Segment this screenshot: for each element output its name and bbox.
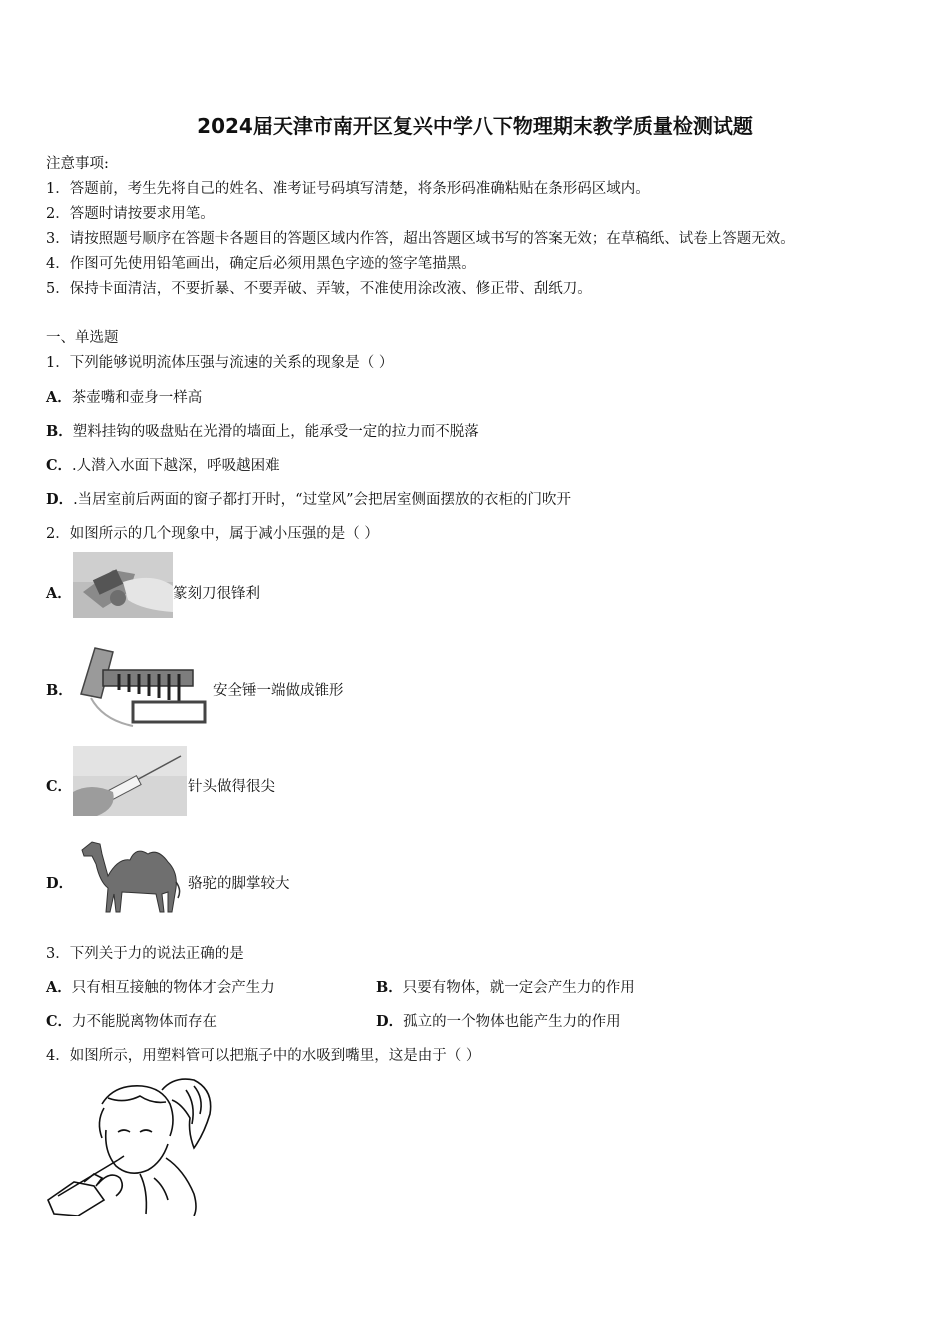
option-text: 茶壶嘴和壶身一样高 xyxy=(71,390,203,406)
q3-option-c xyxy=(46,1010,217,1031)
camel-photo xyxy=(78,832,188,916)
option-text: .当居室前后两面的窗子都打开时，“过堂风”会把居室侧面摆放的衣柜的门吹开 xyxy=(73,492,572,508)
girl-drinking-straw-illustration xyxy=(44,1074,220,1216)
question-2-stem: 2．如图所示的几个现象中，属于减小压强的是（ ） xyxy=(46,526,379,542)
notice-heading: 注意事项: xyxy=(46,156,109,172)
option-text: 力不能脱离物体而存在 xyxy=(72,1014,218,1030)
option-letter: D． xyxy=(376,1013,404,1030)
q1-option-b xyxy=(46,420,479,441)
notice-item: 1．答题前，考生先将自己的姓名、准考证号码填写清楚，将条形码准确粘贴在条形码区域内。 xyxy=(46,181,650,197)
q3-option-d xyxy=(376,1010,621,1031)
option-letter: A． xyxy=(46,389,72,406)
option-letter: A． xyxy=(46,585,72,602)
option-letter: C． xyxy=(46,778,73,795)
option-letter: B． xyxy=(46,423,73,440)
option-text: 孤立的一个物体也能产生力的作用 xyxy=(403,1014,621,1030)
q1-option-d xyxy=(46,488,571,509)
q3-option-a xyxy=(46,976,275,997)
question-3-stem: 3．下列关于力的说法正确的是 xyxy=(46,946,244,962)
option-letter: D． xyxy=(46,491,74,508)
option-text: 只要有物体，就一定会产生力的作用 xyxy=(402,980,635,996)
option-text: 只有相互接触的物体才会产生力 xyxy=(71,980,275,996)
question-4-stem: 4．如图所示，用塑料管可以把瓶子中的水吸到嘴里，这是由于（ ） xyxy=(46,1048,481,1064)
notice-item: 3．请按照题号顺序在答题卡各题目的答题区域内作答，超出答题区域书写的答案无效；在草稿纸、试卷上答题无效。 xyxy=(46,231,795,247)
option-text: 篆刻刀很锋利 xyxy=(173,586,260,602)
safety-hammer-photo xyxy=(73,642,213,732)
page-title: 2024届天津市南开区复兴中学八下物理期末教学质量检测试题 xyxy=(197,114,753,138)
option-letter: C． xyxy=(46,1013,73,1030)
option-text: .人潜入水面下越深，呼吸越困难 xyxy=(72,458,280,474)
option-text: 安全锤一端做成锥形 xyxy=(213,683,344,699)
option-letter: B． xyxy=(46,682,73,699)
option-letter: B． xyxy=(376,979,403,996)
engraving-knife-photo xyxy=(73,552,173,618)
syringe-photo xyxy=(73,746,187,816)
q1-option-c xyxy=(46,454,280,475)
notice-item: 5．保持卡面清洁，不要折暴、不要弄破、弄皱，不准使用涂改液、修正带、刮纸刀。 xyxy=(46,281,592,297)
q3-option-b xyxy=(376,976,635,997)
notice-item: 2．答题时请按要求用笔。 xyxy=(46,206,215,222)
section-heading: 一、单选题 xyxy=(46,330,119,346)
q1-option-a xyxy=(46,386,202,407)
option-letter: D． xyxy=(46,875,74,892)
option-letter: C． xyxy=(46,457,73,474)
option-text: 骆驼的脚掌较大 xyxy=(188,876,290,892)
notice-item: 4．作图可先使用铅笔画出，确定后必须用黑色字迹的签字笔描黑。 xyxy=(46,256,476,272)
option-text: 塑料挂钩的吸盘贴在光滑的墙面上，能承受一定的拉力而不脱落 xyxy=(72,424,479,440)
question-1-stem: 1．下列能够说明流体压强与流速的关系的现象是（ ） xyxy=(46,355,394,371)
option-text: 针头做得很尖 xyxy=(188,779,275,795)
option-letter: A． xyxy=(46,979,72,996)
